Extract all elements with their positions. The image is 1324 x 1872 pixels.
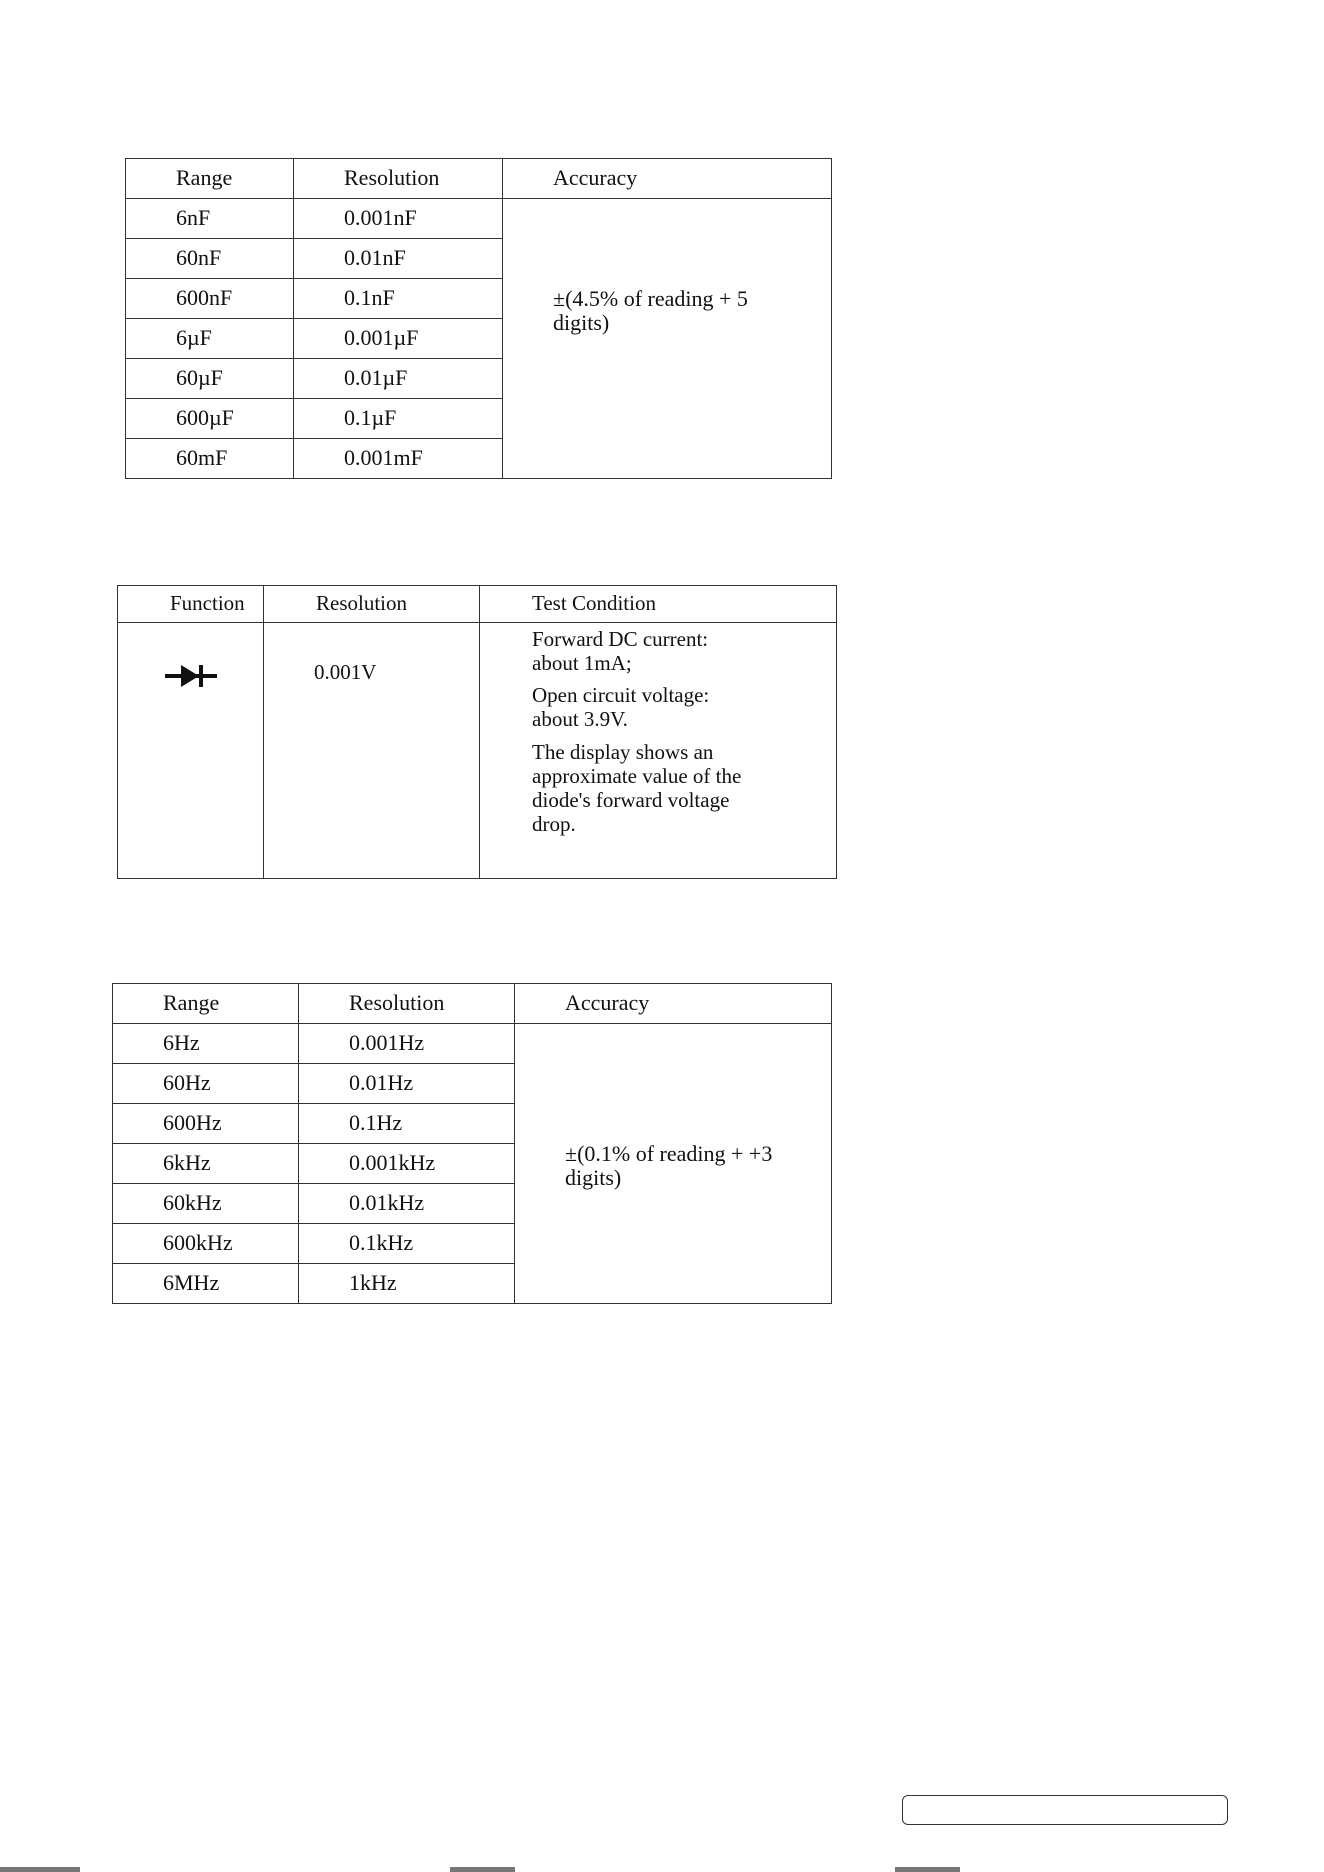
header-range: Range	[126, 159, 294, 199]
range-cell: 6MHz	[113, 1264, 299, 1304]
table-row	[126, 199, 832, 239]
range-cell: 60mF	[126, 439, 294, 479]
resolution-cell: 0.1nF	[294, 279, 503, 319]
range-cell: 600kHz	[113, 1224, 299, 1264]
condition-text: Forward DC current: about 1mA;	[532, 627, 709, 676]
resolution-cell: 0.01kHz	[299, 1184, 515, 1224]
diode-spec-table	[117, 585, 837, 879]
header-resolution: Resolution	[299, 984, 515, 1024]
resolution-cell: 0.001mF	[294, 439, 503, 479]
resolution-cell: 0.01µF	[294, 359, 503, 399]
range-cell: 600Hz	[113, 1104, 299, 1144]
header-function: Function	[118, 586, 264, 623]
resolution-cell: 0.01Hz	[299, 1064, 515, 1104]
resolution-cell: 0.1kHz	[299, 1224, 515, 1264]
range-cell: 600µF	[126, 399, 294, 439]
header-accuracy: Accuracy	[503, 159, 832, 199]
table-row	[118, 623, 837, 879]
footer-box	[902, 1795, 1228, 1825]
function-cell	[118, 623, 264, 879]
resolution-cell: 0.001Hz	[299, 1024, 515, 1064]
range-cell: 600nF	[126, 279, 294, 319]
header-test-condition: Test Condition	[480, 586, 837, 623]
range-cell: 60µF	[126, 359, 294, 399]
table-header-row	[126, 159, 832, 199]
scan-mark	[895, 1867, 960, 1872]
range-cell: 6kHz	[113, 1144, 299, 1184]
range-cell: 60Hz	[113, 1064, 299, 1104]
range-cell: 6Hz	[113, 1024, 299, 1064]
header-resolution: Resolution	[294, 159, 503, 199]
accuracy-cell: ±(0.1% of reading + +3 digits)	[515, 1024, 832, 1304]
range-cell: 60kHz	[113, 1184, 299, 1224]
table-row	[113, 1024, 832, 1064]
resolution-cell: 0.1Hz	[299, 1104, 515, 1144]
resolution-cell: 0.001nF	[294, 199, 503, 239]
capacitance-spec-table	[125, 158, 832, 479]
table-header-row	[118, 586, 837, 623]
condition-text: The display shows an approximate value of the diode's forward voltage drop.	[532, 739, 742, 836]
test-condition-cell	[480, 623, 837, 879]
accuracy-cell: ±(4.5% of reading + 5 digits)	[503, 199, 832, 479]
range-cell: 6µF	[126, 319, 294, 359]
resolution-cell: 0.001V	[264, 623, 480, 879]
resolution-cell: 0.01nF	[294, 239, 503, 279]
range-cell: 6nF	[126, 199, 294, 239]
header-accuracy: Accuracy	[515, 984, 832, 1024]
table-header-row	[113, 984, 832, 1024]
resolution-cell: 0.1µF	[294, 399, 503, 439]
scan-mark	[0, 1867, 80, 1872]
condition-text: Open circuit voltage: about 3.9V.	[532, 683, 710, 732]
resolution-cell: 0.001kHz	[299, 1144, 515, 1184]
range-cell: 60nF	[126, 239, 294, 279]
resolution-cell: 1kHz	[299, 1264, 515, 1304]
resolution-cell: 0.001µF	[294, 319, 503, 359]
header-range: Range	[113, 984, 299, 1024]
scan-mark	[450, 1867, 515, 1872]
frequency-spec-table	[112, 983, 832, 1304]
header-resolution: Resolution	[264, 586, 480, 623]
diode-icon	[165, 663, 217, 694]
